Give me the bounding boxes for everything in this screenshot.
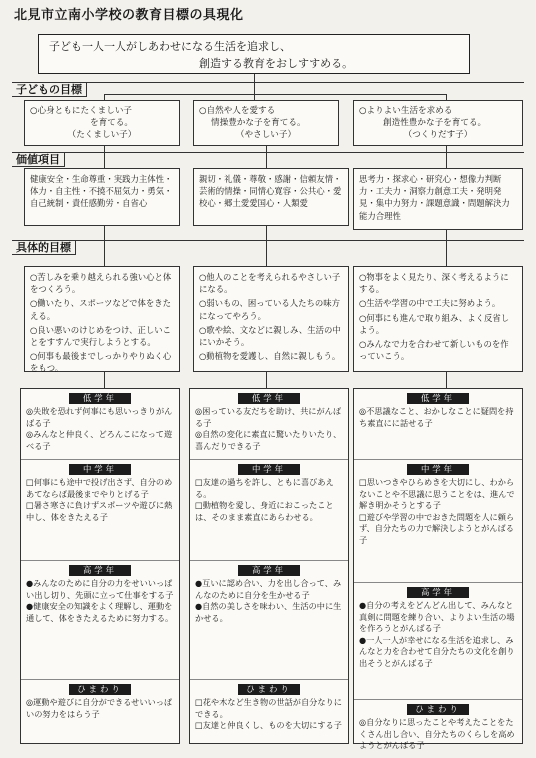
list-item: □遊びや学習の中でおきた問題を人に頼らず、自分たちの力で解決しようとがんばる子	[359, 511, 515, 545]
grade-label-mid: 中学年	[407, 464, 469, 475]
child-goal-creative: ○よりよい生活を求める 創造性豊かな子を育てる。 （つくりだす子）	[353, 100, 523, 146]
grade-label-himawari: ひまわり	[238, 684, 300, 695]
list-item: □友達と仲良くし、ものを大切にする子	[195, 720, 342, 731]
grade-label-high: 高学年	[69, 565, 131, 576]
values-box-kind: 親切・礼儀・尊敬・感謝・信頼友情・芸術的情操・同情心寛容・公共心・愛校心・郷土愛愛国心・人類愛	[193, 168, 349, 226]
list-item: ●互いに認め合い、力を出し合って、みんなのために自分を生かせる子	[195, 578, 342, 600]
connector-line	[446, 230, 447, 266]
section-child-goals: 子どもの目標	[12, 82, 524, 97]
section-concrete: 具体的目標	[12, 240, 524, 255]
concrete-box-strong	[24, 266, 180, 372]
list-item: ◎みんなと仲良く、どろんこになって遊べる子	[26, 429, 173, 451]
connector-line	[266, 146, 267, 168]
grade-label-low: 低学年	[69, 393, 131, 404]
values-box-strong: 健康安全・生命尊重・実践力主体性・体力・自主性・不撓不屈気力・勇気・自己統制・責任感勤労・自省心	[24, 168, 180, 226]
grade-label-himawari: ひまわり	[407, 704, 469, 715]
list-item: ●自然の美しさを味わい、生活の中に生かせる。	[195, 601, 342, 623]
school-goal-box	[38, 34, 470, 74]
list-item: □動植物を愛し、身近におこったことは、そのまま素直にあらわせる。	[195, 500, 334, 522]
list-item: ○他人のことを考えられるやさしい子になる。	[199, 272, 341, 295]
list-item: ●健康安全の知識をよく理解し、運動を通して、体をきたえるために努力する。	[26, 601, 174, 623]
list-item: ◎困っている友だちを助け、共にがんばる子	[195, 406, 342, 428]
grade-label-high: 高学年	[238, 565, 300, 576]
list-item: ○生活や学習の中で工夫に努めよう。	[359, 298, 501, 309]
child-goal-kind: ○自然や人を愛する 情操豊かな子を育てる。 （やさしい子）	[193, 100, 339, 146]
list-item: ◎自分なりに思ったことや考えたことをたくさん出し合い、自分たちのくらしを高めようとがんばる子	[359, 717, 515, 751]
grade-column-kind	[189, 388, 349, 744]
list-item: □何事にも途中で投げ出さず、自分のめあてならば最後までやりとげる子	[26, 477, 173, 499]
grade-column-creative	[353, 388, 523, 751]
list-item: ○何事にも進んで取り組み、よく反省しよう。	[359, 312, 510, 335]
connector-line	[104, 372, 105, 388]
list-item: □思いつきやひらめきを大切にし、わからないことや不思議に思うことをは、進んで解き明かそうとする子	[359, 477, 515, 511]
concrete-box-kind	[193, 266, 349, 372]
list-item: ◎運動や遊びに自分ができるせいいっぱいの努力をはらう子	[26, 697, 173, 719]
list-item: □花や木など生き物の世話が自分なりにできる。	[195, 697, 342, 719]
grade-label-high: 高学年	[407, 587, 469, 598]
concrete-box-creative	[353, 266, 523, 372]
grade-label-mid: 中学年	[238, 464, 300, 475]
list-item: □暑さ寒さに負けずスポーツや遊びに熱中し、体をきたえる子	[26, 500, 173, 522]
list-item: ○何事も最後までしっかりやりぬく心をもつ。	[30, 351, 172, 374]
list-item: ○歌や絵、文などに親しみ、生活の中にいかそう。	[199, 324, 341, 348]
grade-column-strong	[20, 388, 180, 744]
list-item: ○みんなで力を合わせて新しいものを作っていこう。	[359, 339, 509, 362]
list-item: ○物事をよく見たり、深く考えるようにする。	[359, 272, 509, 295]
child-goal-strong: ○心身ともにたくましい子 を育てる。 （たくましい子）	[24, 100, 180, 146]
list-item: ●みんなのために自分の力をせいいっぱい出し切り、先頭に立って仕事をする子	[26, 578, 174, 600]
list-item: ○動植物を愛護し、自然に親しもう。	[199, 351, 341, 362]
connector-line	[104, 226, 105, 266]
list-item: ●自分の考えをどんどん出して、みんなと真剣に問題を練り合い、よりよい生活の場を作ろうとがんばる子	[359, 600, 515, 634]
goal-line-2: 創造する教育をおしすすめる。	[199, 57, 354, 70]
list-item: ○働いたり、スポーツなどで体をきたえる。	[30, 298, 171, 321]
values-box-creative: 思考力・探求心・研究心・想像力判断力・工夫力・洞察力創意工夫・発明発見・集中力努力・課題意識・問題解決力能力合理性	[353, 168, 523, 230]
page-title: 北見市立南小学校の教育目標の具現化	[14, 8, 244, 23]
list-item: ○良い悪いのけじめをつけ、正しいことをすすんで実行しようとする。	[30, 324, 171, 348]
grade-label-low: 低学年	[238, 393, 300, 404]
list-item: ◎自然の変化に素直に驚いたりいたり、喜んだりできる子	[195, 429, 342, 451]
goal-line-1: 子ども一人一人がしあわせになる生活を追求し、	[49, 40, 291, 53]
list-item: ●一人一人が幸せになる生活を追求し、みんなと力を合わせて自分たちの文化を創り出そうとがんばる子	[359, 634, 515, 668]
list-item: ○弱いもの、困っている人たちの味方になってやろう。	[199, 298, 340, 321]
connector-line	[266, 372, 267, 388]
list-item: ◎不思議なこと、おかしなことに疑問を持ち素直にに話せる子	[359, 406, 514, 428]
grade-label-himawari: ひまわり	[69, 684, 131, 695]
connector-line	[446, 146, 447, 168]
connector-line	[266, 226, 267, 266]
connector-line	[446, 372, 447, 388]
list-item: ○苦しみを乗り越えられる強い心と体をつくろう。	[30, 272, 172, 295]
list-item: □友達の過ちを許し、ともに喜びあえる。	[195, 477, 334, 499]
grade-label-mid: 中学年	[69, 464, 131, 475]
connector-line	[104, 146, 105, 168]
list-item: ◎失敗を恐れず何事にも思いっきりがんばる子	[26, 406, 173, 428]
section-values: 価値項目	[12, 152, 524, 167]
grade-label-low: 低学年	[407, 393, 469, 404]
